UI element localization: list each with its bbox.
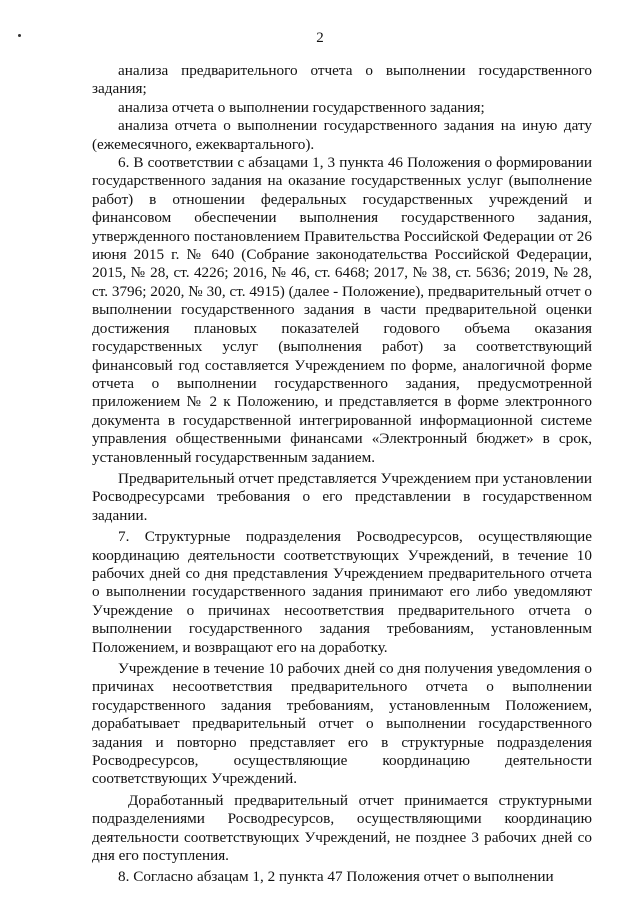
page-number: 2 bbox=[316, 30, 324, 46]
document-body bbox=[92, 62, 592, 887]
paragraph-item-8: 8. Согласно абзацам 1, 2 пункта 47 Положения отчет о выполнении bbox=[118, 868, 554, 886]
paragraph-2: анализа отчета о выполнении государственного задания; bbox=[118, 98, 485, 116]
paragraph-1: анализа предварительного отчета о выполнении государственного задания; bbox=[92, 62, 592, 98]
paragraph-preliminary-report: Предварительный отчет представляется Учреждением при установлении Росводресурсами требования о его представлении в государственном задании. bbox=[92, 469, 592, 524]
paragraph-item-7: 7. Структурные подразделения Росводресурсов, осуществляющие координацию деятельности соответствующих Учреждений, в течение 10 рабочих дней со дня представления Учреждением предварительного отчета о выполнении государственного задания принимают его либо уведомляют Учреждение о причинах несоответствия предварительного отчета о выполнении государственного задания требованиям, установленным Положением, и возвращают его на доработку. bbox=[92, 528, 592, 656]
paragraph-item-6: 6. В соответствии с абзацами 1, 3 пункта 46 Положения о формировании государственного задания на оказание государственных услуг (выполнение работ) в отношении федеральных государственных учреждений и финансовом обеспечении выполнения государственного задания, утвержденного постановлением Правительства Российской Федерации от 26 июня 2015 г. № 640 (Собрание законодательства Российской Федерации, 2015, № 28, ст. 4226; 2016, № 46, ст. 6468; 2017, № 38, ст. 5636; 2019, № 28, ст. 3796; 2020, № 30, ст. 4915) (далее - Положение), предварительный отчет о выполнении государственного задания в части предварительной оценки достижения плановых показателей годового объема оказания государственных услуг (выполнения работ) за соответствующий финансовый год составляется Учреждением по форме, аналогичной форме отчета о выполнении государственного задания, предусмотренной приложением № 2 к Положению, и представляется в форме электронного документа в государственной интегрированной информационной системе управления общественными финансами «Электронный бюджет» в срок, установленный государственным заданием. bbox=[92, 154, 592, 466]
paragraph-3: анализа отчета о выполнении государственного задания на иную дату (ежемесячного, ежеквартального). bbox=[92, 117, 592, 153]
paragraph-reworked-report: Доработанный предварительный отчет принимается структурными подразделениями Росводресурсов, осуществляющими координацию деятельности соответствующих Учреждений, не позднее 3 рабочих дней со дня его поступления. bbox=[92, 791, 592, 865]
paragraph-rework: Учреждение в течение 10 рабочих дней со дня получения уведомления о причинах несоответствия предварительного отчета о выполнении государственного задания требованиям, установленным Положением, дорабатывает предварительный отчет о выполнении государственного задания и повторно представляет его в структурные подразделения Росводресурсов, осуществляющие координацию деятельности соответствующих Учреждений. bbox=[92, 660, 592, 788]
